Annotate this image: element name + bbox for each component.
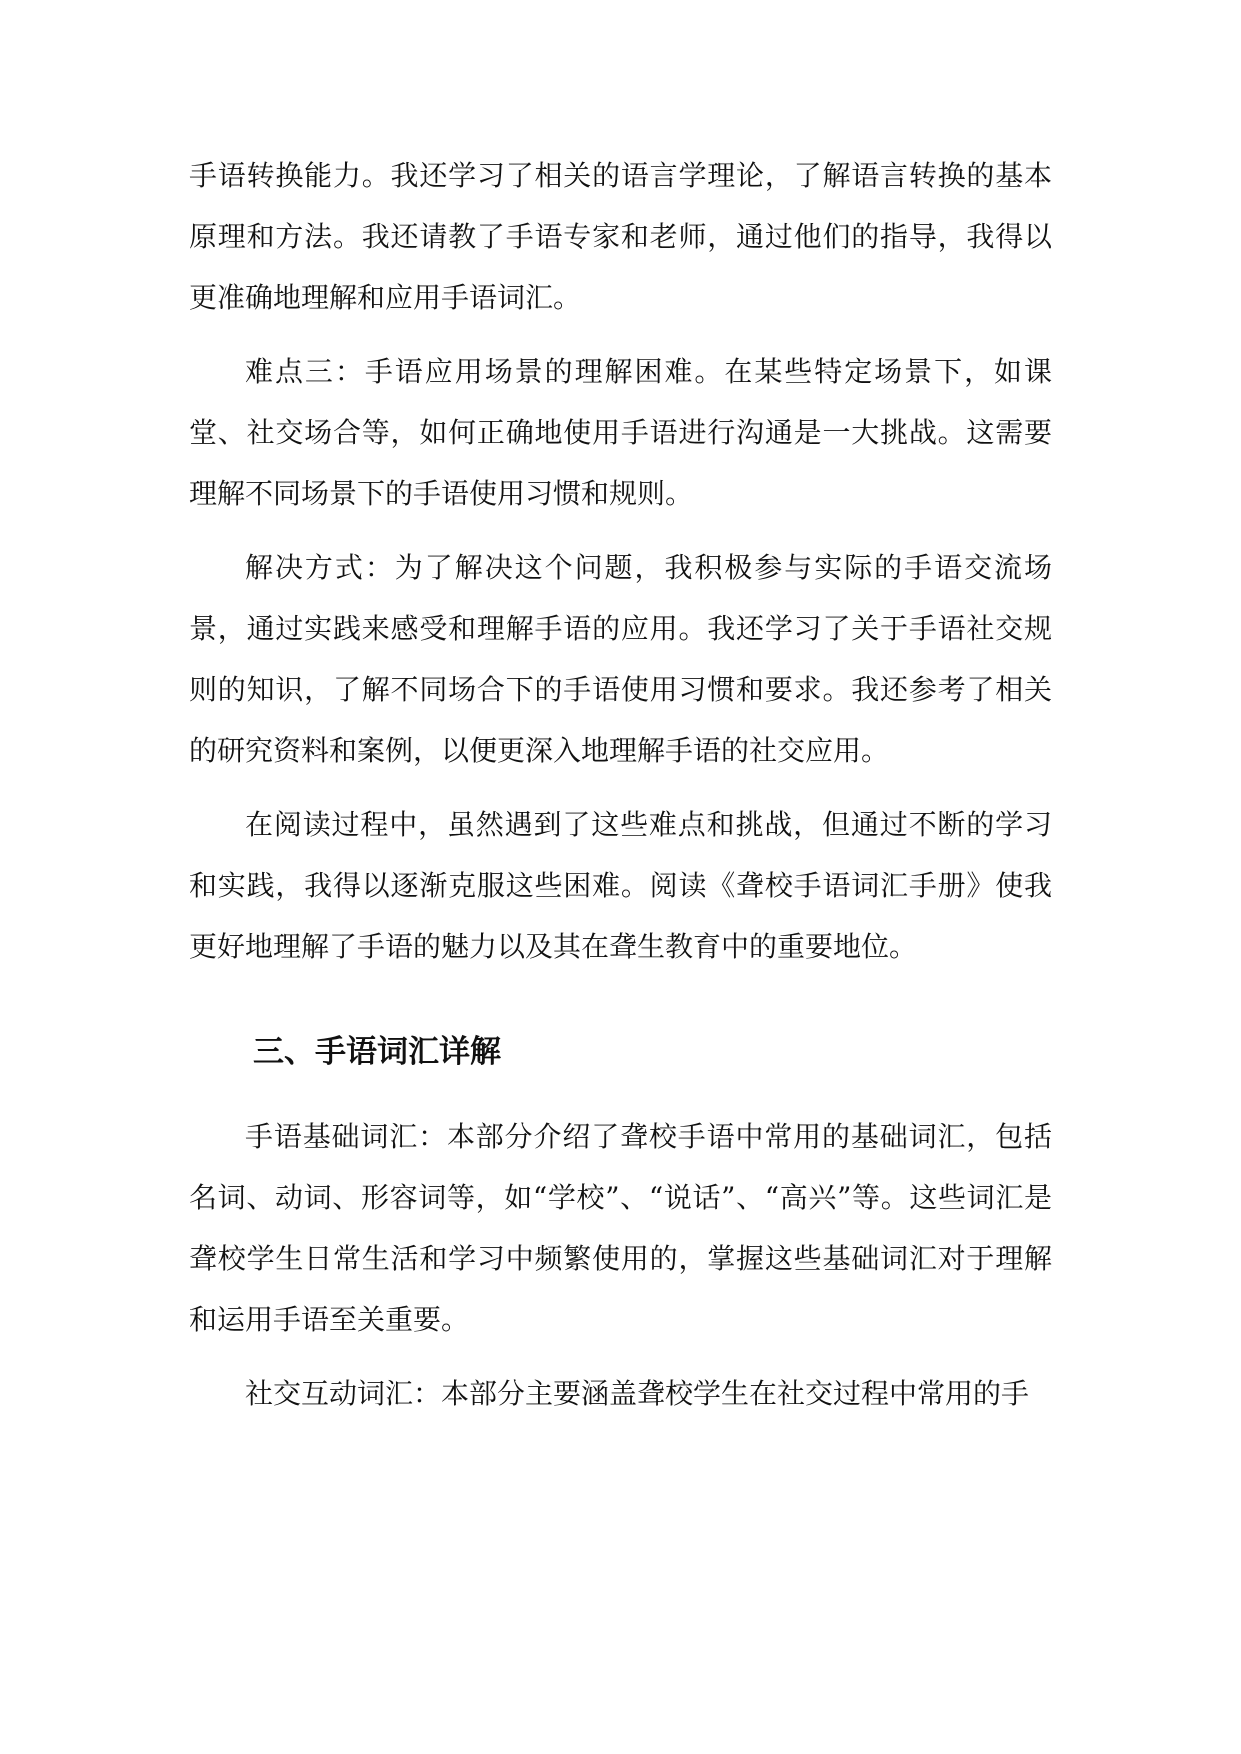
section-spacer [189,977,1052,1022]
paragraph-spacer [189,781,1052,794]
paragraph-spacer [189,328,1052,341]
document-body [189,145,1052,1424]
paragraph-continuation: 手语转换能力。我还学习了相关的语言学理论，了解语言转换的基本原理和方法。我还请教了手语专家和老师，通过他们的指导，我得以更准确地理解和应用手语词汇。 [189,159,1052,314]
paragraph-spacer [189,524,1052,537]
section-heading: 三、手语词汇详解 [253,1034,501,1070]
paragraph-solution: 解决方式：为了解决这个问题，我积极参与实际的手语交流场景，通过实践来感受和理解手语的应用。我还学习了关于手语社交规则的知识，了解不同场合下的手语使用习惯和要求。我还参考了相关的研究资料和案例，以便更深入地理解手语的社交应用。 [189,551,1052,767]
paragraph-social-vocabulary: 社交互动词汇：本部分主要涵盖聋校学生在社交过程中常用的手 [245,1377,1030,1410]
paragraph-basic-vocabulary: 手语基础词汇：本部分介绍了聋校手语中常用的基础词汇，包括名词、动词、形容词等，如“学校”、“说话”、“高兴”等。这些词汇是聋校学生日常生活和学习中频繁使用的，掌握这些基础词汇对于理解和运用手语至关重要。 [189,1120,1052,1336]
paragraph-difficulty-three: 难点三：手语应用场景的理解困难。在某些特定场景下，如课堂、社交场合等，如何正确地使用手语进行沟通是一大挑战。这需要理解不同场景下的手语使用习惯和规则。 [189,355,1052,510]
paragraph-reading-summary: 在阅读过程中，虽然遇到了这些难点和挑战，但通过不断的学习和实践，我得以逐渐克服这些困难。阅读《聋校手语词汇手册》使我更好地理解了手语的魅力以及其在聋生教育中的重要地位。 [189,808,1052,963]
paragraph-spacer [189,1350,1052,1363]
section-spacer [189,1083,1052,1106]
